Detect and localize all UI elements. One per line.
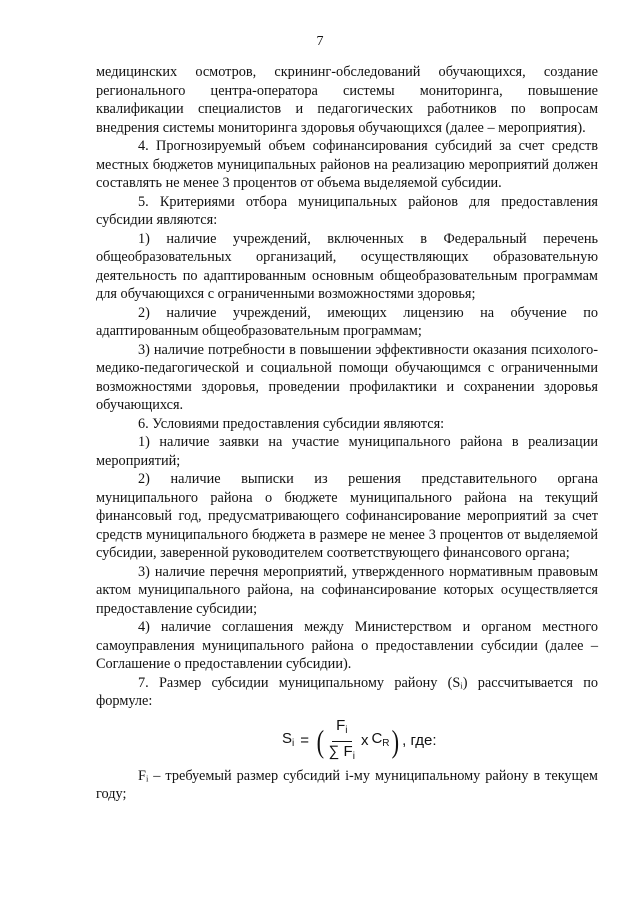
paragraph-item-5: 5. Критериями отбора муниципальных районов для предоставления субсидии являются: [96,193,598,228]
criteria-1: 1) наличие учреждений, включенных в Федеральный перечень общеобразовательных организаций, осуществляющих образовательную деятельность по адаптированным основным общеобразовательным программам для обучающихся с ограниченными возможностями здоровья; [96,230,598,302]
formula-denominator: ∑ $F_i$ [328,742,355,762]
formula-open-paren: ( [316,723,325,759]
paragraph-continuation: медицинских осмотров, скрининг-обследований обучающихся, создание регионального центра-оператора системы мониторинга, повышение квалификации специалистов и педагогических работников по вопросам внедрения системы мониторинга здоровья обучающихся (далее – мероприятия). [96,64,598,136]
formula-expression [282,717,437,766]
formula-fraction [327,717,357,766]
formula-lhs: $S_i$ [282,729,295,749]
paragraph-item-7: 7. Размер субсидии муниципальному району (Sᵢ) рассчитывается по формуле: [96,674,598,709]
definition-fi: Fᵢ – требуемый размер субсидий i-му муниципальному району в текущем году; [96,767,598,802]
criteria-2: 2) наличие учреждений, имеющих лицензию на обучение по адаптированным общеобразовательным программам; [96,304,598,339]
document-body [96,63,598,804]
formula-suffix: , где: [402,732,437,749]
formula-equals: = [300,732,310,749]
paragraph-item-4: 4. Прогнозируемый объем софинансирования субсидий за счет средств местных бюджетов муниципальных районов на реализацию мероприятий должен составлять не менее 3 процентов от объема выделяемой субсидии. [96,138,598,191]
formula-coefficient: $C_R$ [371,729,390,749]
subsidy-formula [96,711,598,767]
formula-numerator: $F_i$ [332,717,351,742]
page-number: 7 [316,34,324,49]
formula-close-paren: ) [391,723,399,759]
condition-3: 3) наличие перечня мероприятий, утвержденного нормативным правовым актом муниципального района, на софинансирование которых осуществляется предоставление субсидии; [96,563,598,617]
criteria-3: 3) наличие потребности в повышении эффективности оказания психолого-медико-педагогической и социальной помощи обучающимся с ограниченными возможностями здоровья, проведении профилактики и сохранении здоровья обучающихся. [96,341,598,413]
condition-4: 4) наличие соглашения между Министерством и органом местного самоуправления муниципального района о предоставлении субсидии (далее – Соглашение о предоставлении субсидии). [96,619,598,672]
condition-1: 1) наличие заявки на участие муниципального района в реализации мероприятий; [96,434,598,469]
paragraph-item-6: 6. Условиями предоставления субсидии являются: [138,415,445,432]
condition-2: 2) наличие выписки из решения представительного органа муниципального района о бюджете муниципального района на текущий финансовый год, предусматривающего софинансирование мероприятий за счет средств муниципального бюджета в размере не менее 3 процентов от выделяемой субсидии, заверенной руководителем соответствующего финансового органа; [96,471,598,561]
formula-times: x [360,732,369,749]
